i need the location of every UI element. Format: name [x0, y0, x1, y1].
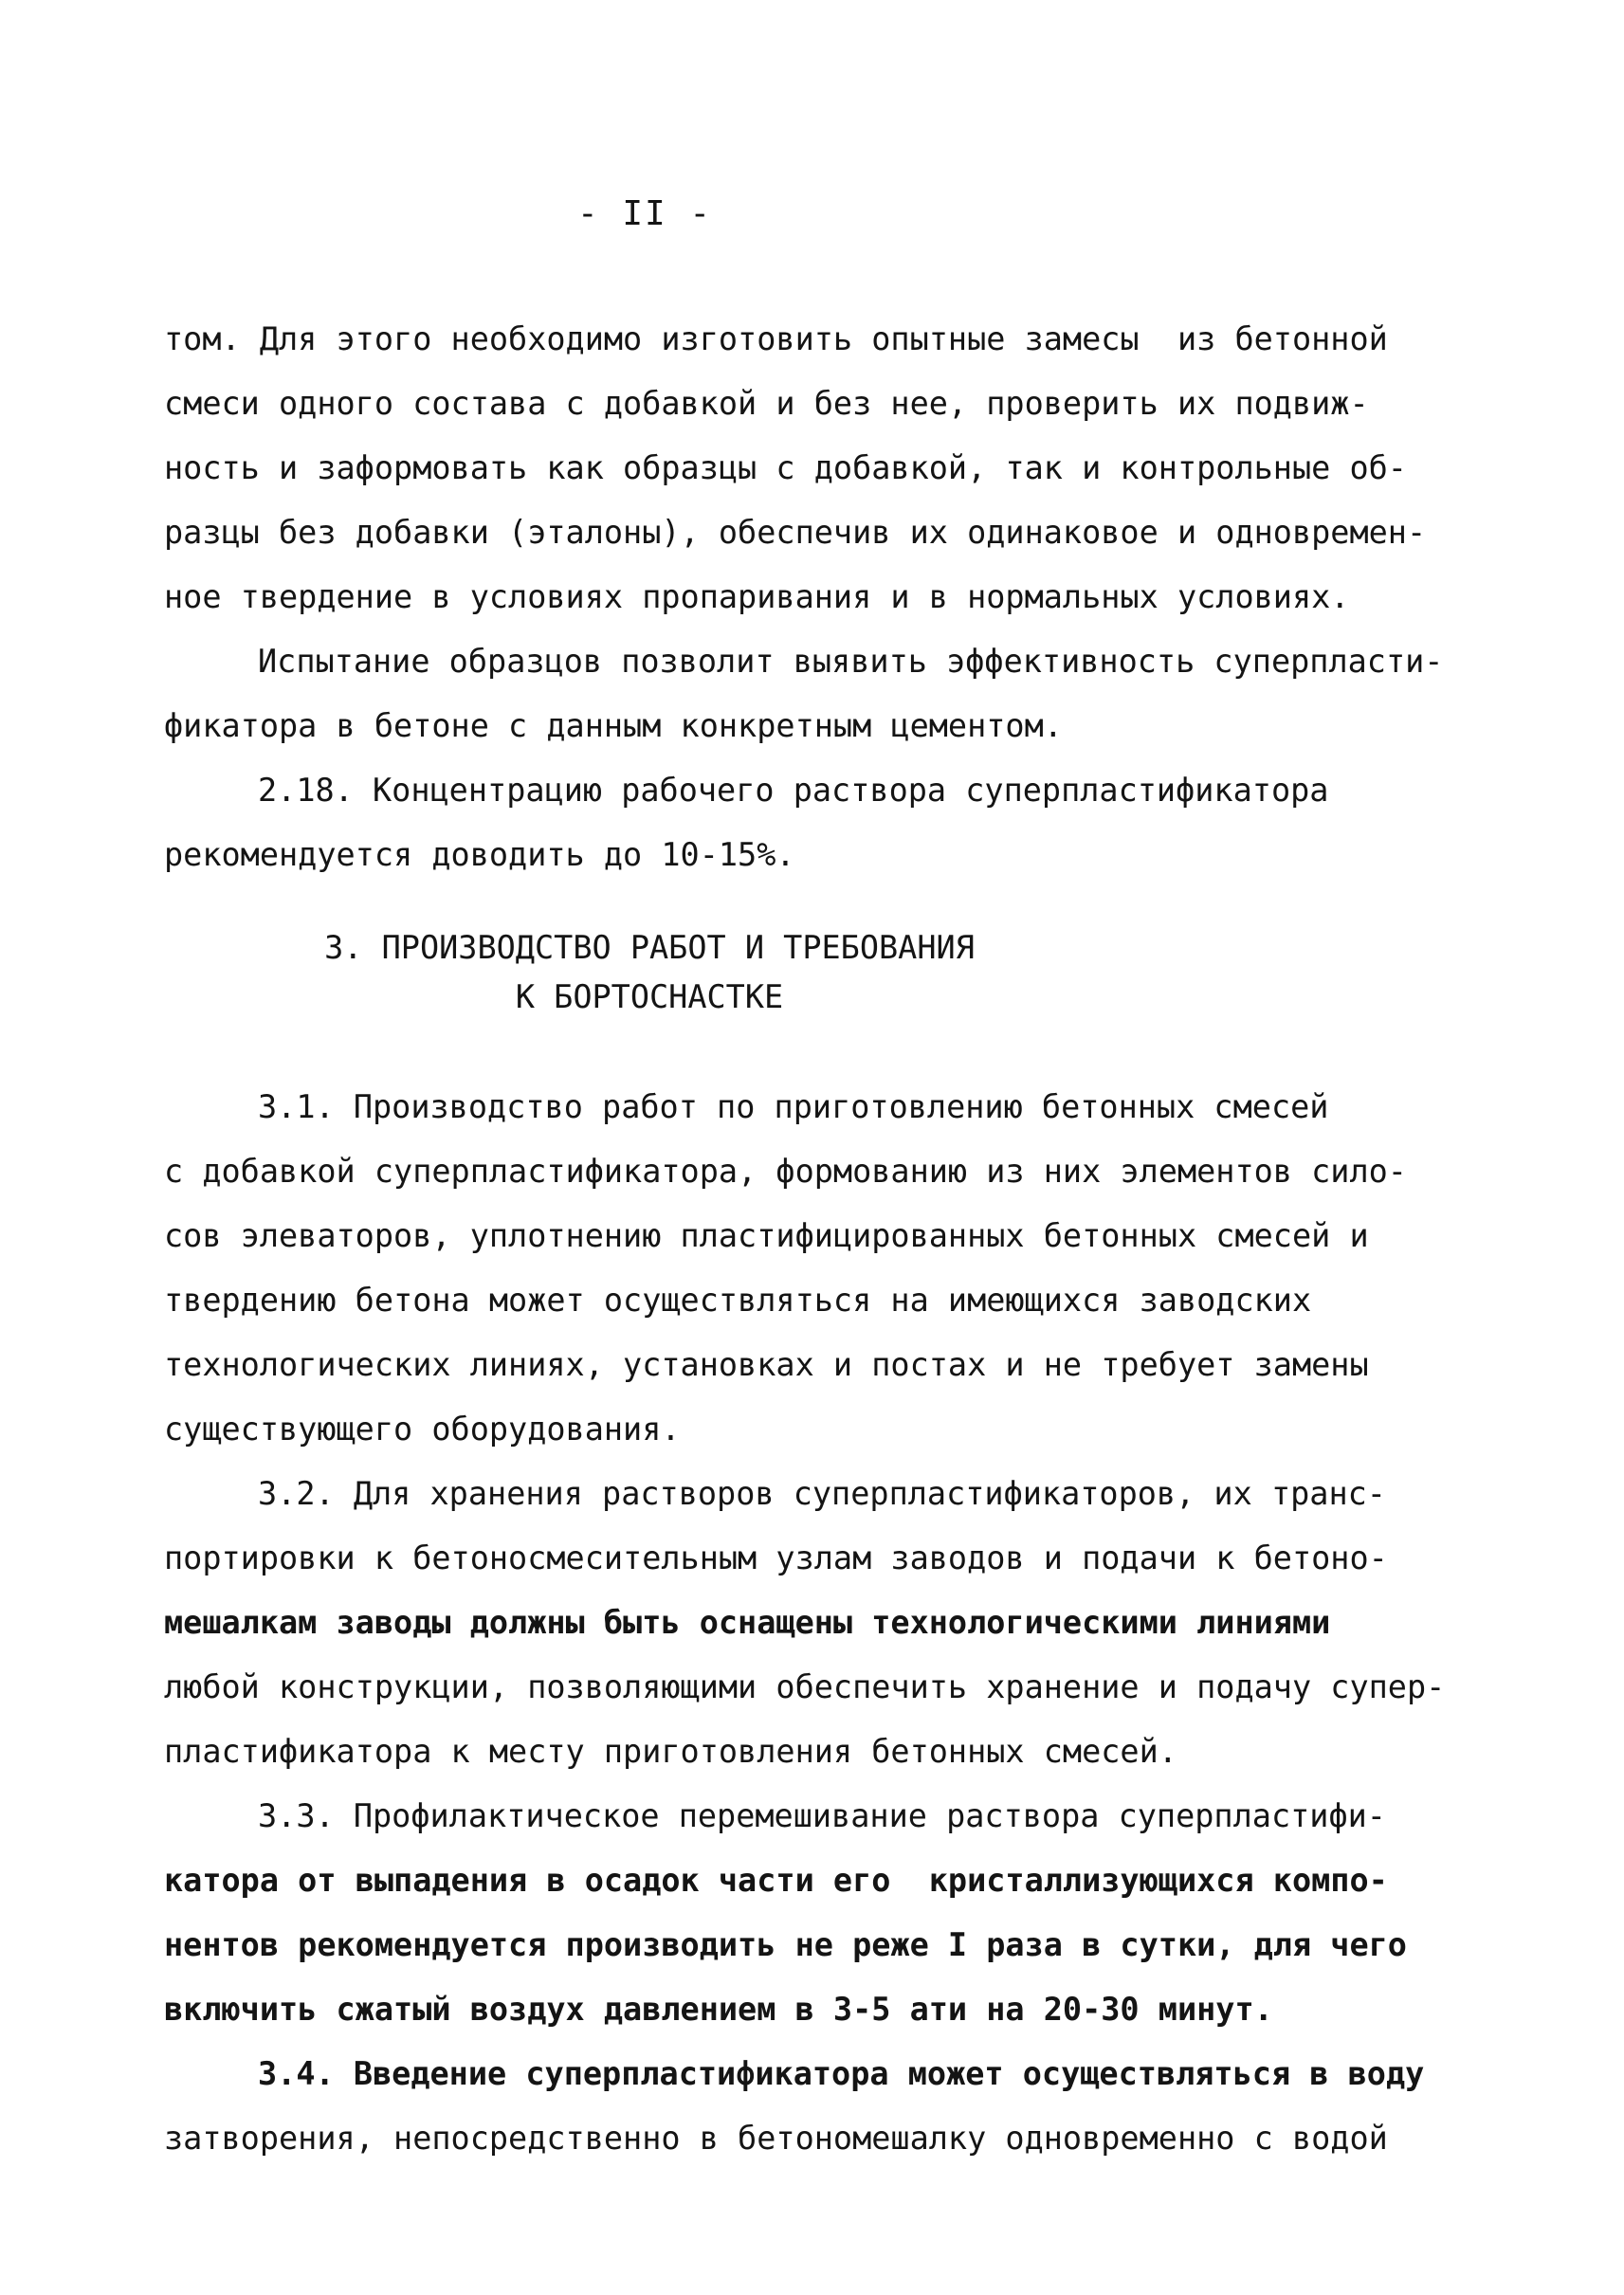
text-line: сов элеваторов, уплотнению пластифицированных бетонных смесей и [164, 1217, 1369, 1254]
page-number: - II - [576, 194, 713, 233]
text-line: затворения, непосредственно в бетономешалку одновременно с водой [164, 2120, 1388, 2157]
text-line: пластификатора к месту приготовления бетонных смесей. [164, 1733, 1177, 1770]
text-line: ное твердение в условиях пропаривания и в нормальных условиях. [164, 578, 1350, 615]
text-line: катора от выпадения в осадок части его кристаллизующихся компо- [164, 1862, 1388, 1899]
text-line: твердению бетона может осуществляться на имеющихся заводских [164, 1282, 1312, 1319]
text-line: нентов рекомендуется производить не реже I раза в сутки, для чего [164, 1926, 1407, 1963]
section-heading: 3. ПРОИЗВОДСТВО РАБОТ И ТРЕБОВАНИЯ [324, 929, 975, 966]
text-line: 3.2. Для хранения растворов суперпластификаторов, их транс- [258, 1475, 1386, 1512]
text-line: существующего оборудования. [164, 1411, 681, 1448]
text-line: Испытание образцов позволит выявить эффективность суперпласти- [258, 643, 1444, 680]
text-line: с добавкой суперпластификатора, формованию из них элементов сило- [164, 1153, 1407, 1190]
text-line: 2.18. Концентрацию рабочего раствора суперпластификатора [258, 772, 1329, 809]
text-line: технологических линиях, установках и постах и не требует замены [164, 1346, 1369, 1383]
section-heading: К БОРТОСНАСТКЕ [515, 978, 784, 1015]
text-line: включить сжатый воздух давлением в 3-5 ати на 20-30 минут. [164, 1991, 1273, 2028]
text-line: ность и заформовать как образцы с добавкой, так и контрольные об- [164, 449, 1407, 486]
text-line: фикатора в бетоне с данным конкретным цементом. [164, 707, 1063, 744]
text-line: том. Для этого необходимо изготовить опытные замесы из бетонной [164, 320, 1388, 357]
text-line: смеси одного состава с добавкой и без нее, проверить их подвиж- [164, 385, 1369, 422]
text-line: рекомендуется доводить до 10-15%. [164, 836, 795, 873]
text-line: 3.4. Введение суперпластификатора может осуществляться в воду [258, 2055, 1425, 2092]
text-line: разцы без добавки (эталоны), обеспечив их одинаковое и одновремен- [164, 514, 1427, 551]
text-line: портировки к бетоносмесительным узлам заводов и подачи к бетоно- [164, 1539, 1388, 1576]
text-line: мешалкам заводы должны быть оснащены технологическими линиями [164, 1604, 1331, 1641]
text-line: 3.3. Профилактическое перемешивание раствора суперпластифи- [258, 1797, 1386, 1834]
text-line: любой конструкции, позволяющими обеспечить хранение и подачу супер- [164, 1668, 1446, 1705]
text-line: 3.1. Производство работ по приготовлению бетонных смесей [258, 1088, 1329, 1125]
